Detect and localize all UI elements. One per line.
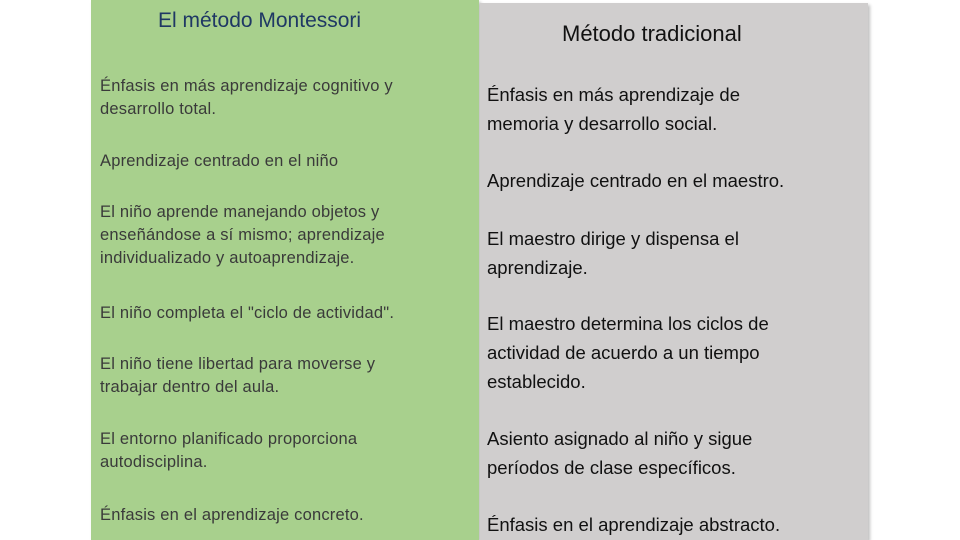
montessori-item-child-centered: Aprendizaje centrado en el niño (100, 152, 339, 170)
traditional-item-teacher-directs: El maestro dirige y dispensa el aprendizaje. (487, 228, 739, 278)
traditional-item-memory: Énfasis en más aprendizaje de memoria y desarrollo social. (487, 84, 740, 134)
traditional-heading: Método tradicional (562, 21, 742, 46)
montessori-item-self-teaching: El niño aprende manejando objetos y enseñándose a sí mismo; aprendizaje individualizado y autoaprendizaje. (100, 203, 385, 267)
traditional-item-teacher-centered: Aprendizaje centrado en el maestro. (487, 170, 785, 191)
montessori-item-cognitive: Énfasis en más aprendizaje cognitivo y desarrollo total. (100, 77, 393, 118)
traditional-item-activity-cycles: El maestro determina los ciclos de actividad de acuerdo a un tiempo establecido. (487, 313, 769, 392)
montessori-item-freedom: El niño tiene libertad para moverse y trabajar dentro del aula. (100, 355, 376, 396)
traditional-item-abstract: Énfasis en el aprendizaje abstracto. (487, 514, 781, 535)
montessori-item-activity-cycle: El niño completa el "ciclo de actividad". (100, 304, 395, 322)
montessori-heading: El método Montessori (158, 9, 362, 32)
montessori-item-concrete: Énfasis en el aprendizaje concreto. (100, 506, 364, 524)
montessori-item-self-discipline: El entorno planificado proporciona autodisciplina. (100, 430, 358, 471)
traditional-item-assigned-seat: Asiento asignado al niño y sigue períodos de clase específicos. (487, 428, 753, 478)
